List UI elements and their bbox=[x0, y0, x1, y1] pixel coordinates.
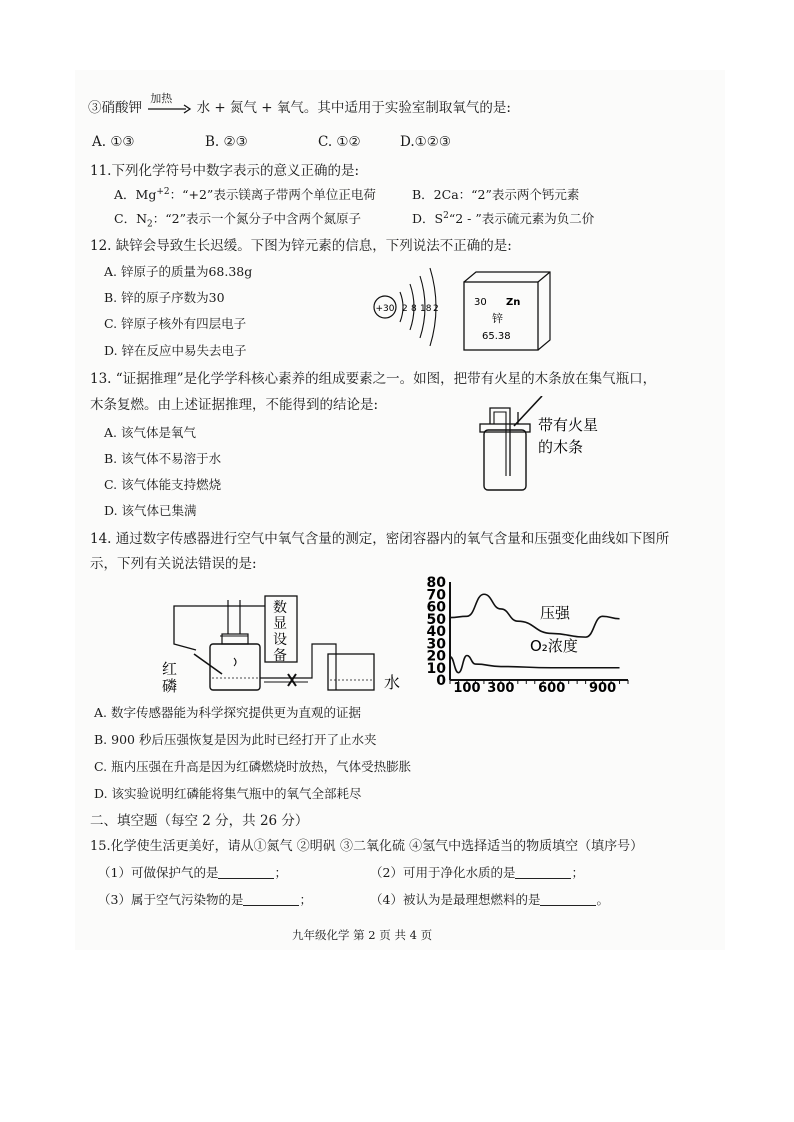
answer-blank-3[interactable] bbox=[243, 891, 299, 906]
y-tick-label: 70 bbox=[426, 587, 446, 604]
q13-stem-line2: 木条复燃。由上述证据推理，不能得到的结论是: bbox=[90, 397, 379, 413]
q13-option-b: B. 该气体不易溶于水 bbox=[104, 451, 222, 466]
answer-blank-1[interactable] bbox=[218, 864, 274, 879]
q10-option-c: C. ①② bbox=[318, 134, 361, 150]
q10-item3: ③硝酸钾 加热 水 + 氮气 + 氧气。其中适用于实验室制取氧气的是: bbox=[88, 92, 511, 116]
q15-part1: （1）可做保护气的是 ； bbox=[98, 865, 287, 880]
q14-option-b: B. 900 秒后压强恢复是因为此时已经打开了止水夹 bbox=[94, 732, 377, 747]
atomic-number: 30 bbox=[474, 297, 487, 308]
oxygen-series-label: O₂浓度 bbox=[530, 637, 578, 655]
atomic-mass: 65.38 bbox=[482, 331, 511, 342]
section-heading: 二、填空题（每空 2 分，共 26 分） bbox=[90, 813, 309, 829]
ignition-rod bbox=[194, 654, 222, 674]
q14-stem-line1: 14. 通过数字传感器进行空气中氧气含量的测定，密闭容器内的氧气含量和压强变化曲线如下图所 bbox=[90, 531, 670, 547]
page-footer: 九年级化学 第 2 页 共 4 页 bbox=[292, 928, 433, 942]
q11-option-d: D．$S^2“2$ - ”表示硫元素为负二价 bbox=[412, 210, 595, 226]
y-tick-label: 0 bbox=[436, 673, 446, 689]
gas-jar-diagram bbox=[470, 396, 650, 496]
q12-option-c: C. 锌原子核外有四层电子 bbox=[104, 316, 247, 331]
y-tick-label: 10 bbox=[426, 660, 446, 677]
x-tick-label: 900 bbox=[589, 681, 617, 694]
shell-1-count: 2 bbox=[402, 304, 408, 314]
gas-jar bbox=[484, 430, 526, 490]
q11-option-a: A．$Mg^{+2}$：“+2”表示镁离子带两个单位正电荷 bbox=[114, 186, 376, 202]
q11-option-c: C．$N_2$：“2”表示一个氮分子中含两个氮原子 bbox=[114, 211, 361, 230]
q11-option-b: B．2Ca：“2”表示两个钙元素 bbox=[412, 187, 580, 202]
nucleus-charge: +30 bbox=[375, 304, 395, 314]
oxygen-curve bbox=[450, 656, 620, 673]
svg-text:红: 红 bbox=[162, 660, 178, 678]
y-tick-label: 20 bbox=[426, 648, 446, 665]
q13-option-c: C. 该气体能支持燃烧 bbox=[104, 477, 222, 492]
svg-text:备: 备 bbox=[273, 648, 287, 664]
q14-option-d: D. 该实验说明红磷能将集气瓶中的氧气全部耗尽 bbox=[94, 786, 362, 801]
q13-option-a: A. 该气体是氧气 bbox=[104, 425, 196, 440]
pressure-oxygen-chart bbox=[412, 576, 634, 694]
shell-4-count: 2 bbox=[433, 304, 439, 314]
y-tick-label: 40 bbox=[426, 624, 446, 640]
q15-part4: （4）被认为是最理想燃料的是 。 bbox=[370, 892, 609, 907]
svg-text:显: 显 bbox=[273, 616, 287, 632]
q14-option-a: A. 数字传感器能为科学探究提供更为直观的证据 bbox=[94, 705, 361, 720]
q14-option-c: C. 瓶内压强在升高是因为红磷燃烧时放热，气体受热膨胀 bbox=[94, 759, 412, 774]
q12-option-a: A. 锌原子的质量为68.38g bbox=[104, 264, 253, 279]
svg-text:数: 数 bbox=[273, 600, 287, 616]
q10-option-d: D.①②③ bbox=[400, 134, 451, 150]
splint-label-line2: 的木条 bbox=[538, 438, 584, 456]
water-beaker bbox=[328, 654, 374, 690]
q12-option-d: D. 锌在反应中易失去电子 bbox=[104, 343, 247, 358]
shell-3-count: 18 bbox=[420, 304, 432, 314]
splint-label-line1: 带有火星 bbox=[538, 416, 599, 434]
q10-option-b: B. ②③ bbox=[205, 134, 248, 150]
x-tick-label: 100 bbox=[453, 681, 481, 694]
connecting-tube bbox=[260, 644, 336, 690]
answer-blank-4[interactable] bbox=[540, 891, 596, 906]
element-name: 锌 bbox=[492, 312, 503, 325]
q12-stem: 12. 缺锌会导致生长迟缓。下图为锌元素的信息，下列说法不正确的是: bbox=[90, 238, 512, 254]
y-tick-label: 80 bbox=[426, 576, 446, 591]
y-tick-label: 30 bbox=[426, 636, 446, 653]
heating-arrow: 加热 bbox=[146, 99, 192, 117]
collecting-bottle bbox=[210, 644, 260, 690]
svg-text:磷: 磷 bbox=[162, 677, 178, 695]
q13-option-d: D. 该气体已集满 bbox=[104, 503, 197, 518]
water-label: 水 bbox=[384, 673, 401, 692]
q15-part3: （3）属于空气污染物的是 ； bbox=[98, 892, 312, 907]
arrow-icon bbox=[146, 99, 192, 117]
x-tick-label: 300 bbox=[487, 681, 515, 694]
phosphorus-apparatus bbox=[160, 592, 412, 696]
zinc-atom-structure bbox=[370, 262, 450, 352]
q12-option-b: B. 锌的原子序数为30 bbox=[104, 290, 225, 305]
svg-text:设: 设 bbox=[273, 632, 287, 648]
zinc-element-card bbox=[462, 270, 554, 354]
shell-2-count: 8 bbox=[411, 304, 417, 314]
clamp-icon bbox=[288, 674, 296, 686]
q15-stem: 15.化学使生活更美好，请从①氮气 ②明矾 ③二氧化硫 ④氢气中选择适当的物质填空（填序号） bbox=[90, 839, 644, 854]
y-tick-label: 50 bbox=[426, 611, 446, 628]
element-symbol: Zn bbox=[506, 297, 521, 308]
q10-option-a: A. ①③ bbox=[92, 134, 135, 150]
y-tick-label: 60 bbox=[426, 599, 446, 616]
q14-stem-line2: 示，下列有关说法错误的是: bbox=[90, 556, 257, 572]
q11-stem: 11.下列化学符号中数字表示的意义正确的是: bbox=[90, 163, 360, 179]
answer-blank-2[interactable] bbox=[515, 864, 571, 879]
q15-part2: （2）可用于净化水质的是 ； bbox=[370, 865, 584, 880]
jar-stopper bbox=[480, 424, 530, 432]
pressure-series-label: 压强 bbox=[540, 604, 571, 622]
x-tick-label: 600 bbox=[538, 681, 566, 694]
pressure-curve bbox=[450, 594, 620, 637]
q13-stem-line1: 13. “证据推理”是化学学科核心素养的组成要素之一。如图，把带有火星的木条放在集气瓶口， bbox=[90, 371, 657, 387]
inlet-tube bbox=[490, 408, 510, 476]
